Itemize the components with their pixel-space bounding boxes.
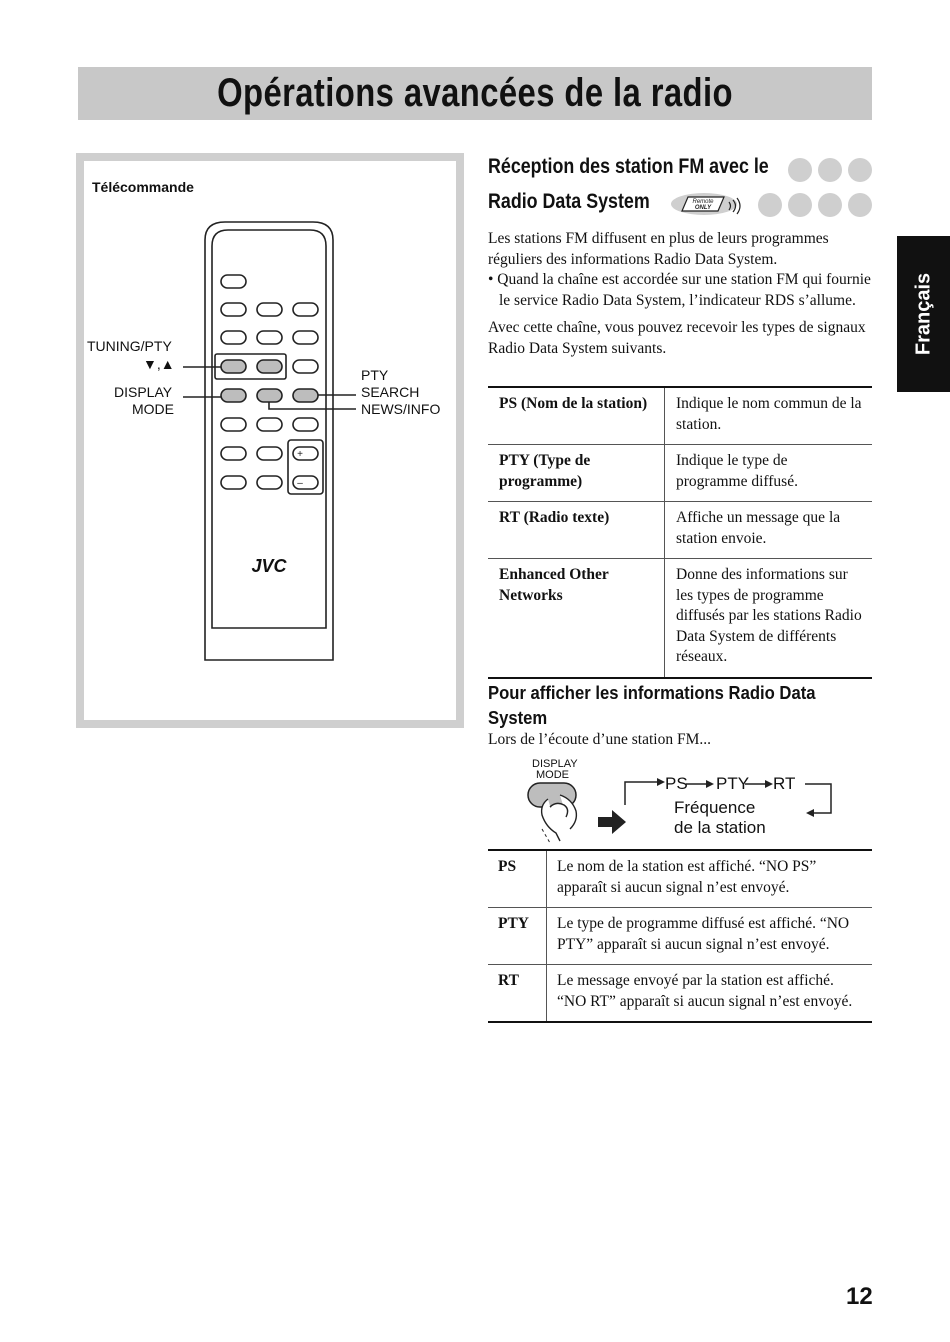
table-key: PS (Nom de la station) [488,387,665,445]
svg-text:Remote: Remote [692,199,714,205]
table-key: RT (Radio texte) [488,502,665,559]
jvc-logo: JVC [251,556,287,576]
table-key: PTY (Type de programme) [488,445,665,502]
table-key: Enhanced Other Networks [488,559,665,678]
remote-only-icon [668,191,748,219]
page-title: Opérations avancées de la radio [217,71,733,115]
section2-intro: Lors de l’écoute d’une station FM... [488,731,711,748]
volume-plus-label: + [297,449,303,460]
rds-signal-types-table [488,386,872,679]
diagram-rt: RT [773,774,796,793]
table-value: Le message envoyé par la station est affiché. “NO RT” apparaît si aucun signal n’est envoyé. [547,965,873,1023]
table-key: PTY [488,908,547,965]
table-row [488,387,872,445]
section1-bullet: • Quand la chaîne est accordée sur une station FM qui fournie le service Radio Data System, l’indicateur RDS s’allume. [488,271,871,309]
section1-body [488,229,872,359]
label-pty: PTY [361,367,389,383]
diagram-frequency-1: Fréquence [674,798,756,817]
page-number: 12 [846,1283,873,1310]
label-tuning-pty: TUNING/PTY [87,338,172,354]
section1-para2: Avec cette chaîne, vous pouvez recevoir les types de signaux Radio Data System suivants. [488,319,866,357]
diagram-frequency-2: de la station [674,818,766,837]
label-tuning-arrows: ▼,▲ [143,356,175,372]
table-value: Affiche un message que la station envoie. [665,502,873,559]
section1-heading-line1: Réception des station FM avec le [488,155,769,178]
table-value: Le nom de la station est affiché. “NO PS” apparaît si aucun signal n’est envoyé. [557,858,817,896]
diagram-ps: PS [665,774,688,793]
label-display: DISPLAY [114,384,173,400]
label-news-info: NEWS/INFO [361,401,441,417]
display-mode-table [488,849,872,1023]
table-key: RT [488,965,547,1023]
diagram-display-label: DISPLAY [532,758,578,770]
table-row [488,850,872,908]
table-value: Indique le type de programme diffusé. [665,445,873,502]
table-row [488,908,872,965]
volume-minus-label: – [297,478,303,489]
table-key: PS [488,850,547,908]
language-tab-label: Français [912,272,934,356]
section1-heading-line2: Radio Data System [488,190,650,213]
table-value: Le type de programme diffusé est affiché. “NO PTY” apparaît si aucun signal n’est envoyé. [547,908,873,965]
diagram-pty: PTY [716,774,750,793]
table-row [488,965,872,1023]
table-value: Indique le nom commun de la station. [676,395,862,433]
table-row [488,502,872,559]
table-row [488,559,872,678]
section2-heading: Pour afficher les informations Radio Data System [488,682,816,728]
svg-text:ONLY: ONLY [694,205,712,211]
table-row [488,445,872,502]
label-mode: MODE [132,401,174,417]
label-search: SEARCH [361,384,420,400]
table-value: Donne des informations sur les types de programme diffusés par les stations Radio Data System de différents réseaux. [665,559,873,678]
heading-dots-1 [788,158,878,187]
remote-caption: Télécommande [92,179,194,195]
diagram-mode-label: MODE [536,769,569,781]
heading-dots-2 [758,193,878,222]
section1-intro: Les stations FM diffusent en plus de leurs programmes réguliers des informations Radio Data System. [488,230,829,268]
